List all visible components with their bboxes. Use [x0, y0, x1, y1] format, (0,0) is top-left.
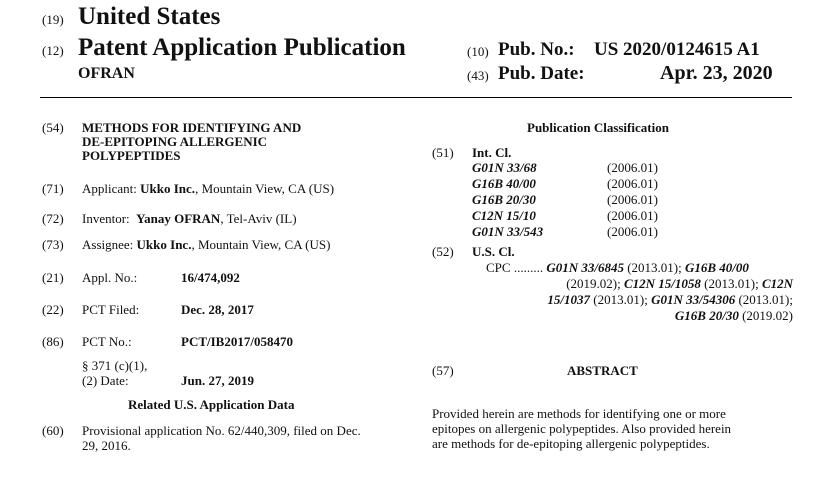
pct-filed-date: Dec. 28, 2017 [181, 302, 254, 317]
inid-73: (73) [42, 237, 64, 252]
cpc-prefix: CPC ......... [486, 260, 544, 275]
inventor-location: , Tel-Aviv (IL) [220, 211, 297, 226]
applicant-label: Applicant: [82, 181, 137, 196]
section-371-line-1: § 371 (c)(1), [82, 358, 148, 373]
applicant-name: Ukko Inc. [140, 181, 196, 196]
section-371-date: Jun. 27, 2019 [181, 373, 254, 388]
abstract-line-2: epitopes on allergenic polypeptides. Also provided herein [432, 421, 732, 436]
int-cl-code: G16B 40/00 [472, 176, 536, 191]
inid-12: (12) [42, 43, 64, 58]
pub-no: US 2020/0124615 A1 [594, 39, 760, 60]
cpc-version: (2013.01); [590, 292, 652, 307]
cpc-version: (2019.02); [566, 276, 624, 291]
int-cl-code: G01N 33/543 [472, 224, 544, 239]
int-cl-version: (2006.01) [607, 224, 658, 239]
pub-date-label: Pub. Date: [498, 63, 585, 84]
section-371-line-2: (2) Date: [82, 373, 129, 388]
pub-no-label: Pub. No.: [498, 39, 575, 60]
cpc-version: (2013.01); [623, 260, 685, 275]
title-line-2: DE-EPITOPING ALLERGENIC [82, 134, 268, 149]
cpc-line-1 [486, 260, 749, 275]
assignee-name: Ukko Inc. [136, 237, 192, 252]
inid-21: (21) [42, 270, 64, 285]
inventor-surname: OFRAN [78, 65, 135, 82]
inventor-name: Yanay OFRAN [136, 211, 221, 226]
cpc-code: G01N 33/54306 [651, 292, 736, 307]
inid-51: (51) [432, 145, 454, 160]
int-cl-version: (2006.01) [607, 192, 658, 207]
country: United States [78, 3, 221, 30]
int-cl-version: (2006.01) [607, 160, 658, 175]
inid-72: (72) [42, 211, 64, 226]
inid-10: (10) [467, 44, 489, 59]
cpc-line-2 [566, 276, 793, 291]
inventor-row [82, 211, 297, 226]
inid-43: (43) [467, 68, 489, 83]
publication-type: Patent Application Publication [78, 34, 406, 61]
int-cl-version: (2006.01) [607, 176, 658, 191]
inid-60: (60) [42, 423, 64, 438]
inid-19: (19) [42, 12, 64, 27]
cpc-code: C12N [761, 276, 793, 291]
int-cl-label: Int. Cl. [472, 145, 512, 160]
title-line-1: METHODS FOR IDENTIFYING AND [82, 120, 302, 135]
related-data-heading: Related U.S. Application Data [128, 397, 295, 412]
int-cl-row [472, 160, 658, 175]
cpc-version: (2019.02) [738, 308, 793, 323]
applicant-location: , Mountain View, CA (US) [195, 181, 335, 196]
cpc-line-4 [675, 308, 793, 323]
int-cl-version: (2006.01) [607, 208, 658, 223]
int-cl-row [472, 176, 658, 191]
int-cl-code: G16B 20/30 [472, 192, 536, 207]
cpc-code: G16B 40/00 [685, 260, 749, 275]
inid-22: (22) [42, 302, 64, 317]
int-cl-row [472, 224, 658, 239]
abstract-heading: ABSTRACT [567, 363, 638, 378]
cpc-code: 15/1037 [547, 292, 591, 307]
cpc-version: (2013.01); [700, 276, 762, 291]
abstract-line-3: are methods for de-epitoping allergenic polypeptides. [432, 436, 710, 451]
assignee-row [82, 237, 330, 252]
applicant-row [82, 181, 334, 196]
inid-54: (54) [42, 120, 64, 135]
cpc-code: G16B 20/30 [674, 308, 739, 323]
inid-86: (86) [42, 334, 64, 349]
provisional-line-2: 29, 2016. [82, 438, 131, 453]
pct-no: PCT/IB2017/058470 [181, 334, 293, 349]
assignee-label: Assignee: [82, 237, 134, 252]
classification-heading: Publication Classification [527, 120, 669, 135]
int-cl-row [472, 208, 658, 223]
cpc-line-3 [547, 292, 793, 307]
inid-71: (71) [42, 181, 64, 196]
inid-57: (57) [432, 363, 454, 378]
us-cl-label: U.S. Cl. [472, 244, 515, 259]
appl-no: 16/474,092 [181, 270, 240, 285]
provisional-line-1: Provisional application No. 62/440,309, filed on Dec. [82, 423, 361, 438]
int-cl-code: G01N 33/68 [472, 160, 537, 175]
inventor-label: Inventor: [82, 211, 130, 226]
cpc-code: G01N 33/6845 [546, 260, 624, 275]
cpc-code: C12N 15/1058 [623, 276, 701, 291]
inid-52: (52) [432, 244, 454, 259]
pub-date: Apr. 23, 2020 [660, 62, 773, 84]
header-rule [40, 97, 792, 98]
pct-filed-label: PCT Filed: [82, 302, 140, 317]
int-cl-code: C12N 15/10 [472, 208, 536, 223]
title-line-3: POLYPEPTIDES [82, 148, 181, 163]
cpc-version: (2013.01); [735, 292, 793, 307]
int-cl-row [472, 192, 658, 207]
assignee-location: , Mountain View, CA (US) [191, 237, 331, 252]
abstract-line-1: Provided herein are methods for identifying one or more [432, 406, 726, 421]
appl-no-label: Appl. No.: [82, 270, 138, 285]
pct-no-label: PCT No.: [82, 334, 132, 349]
